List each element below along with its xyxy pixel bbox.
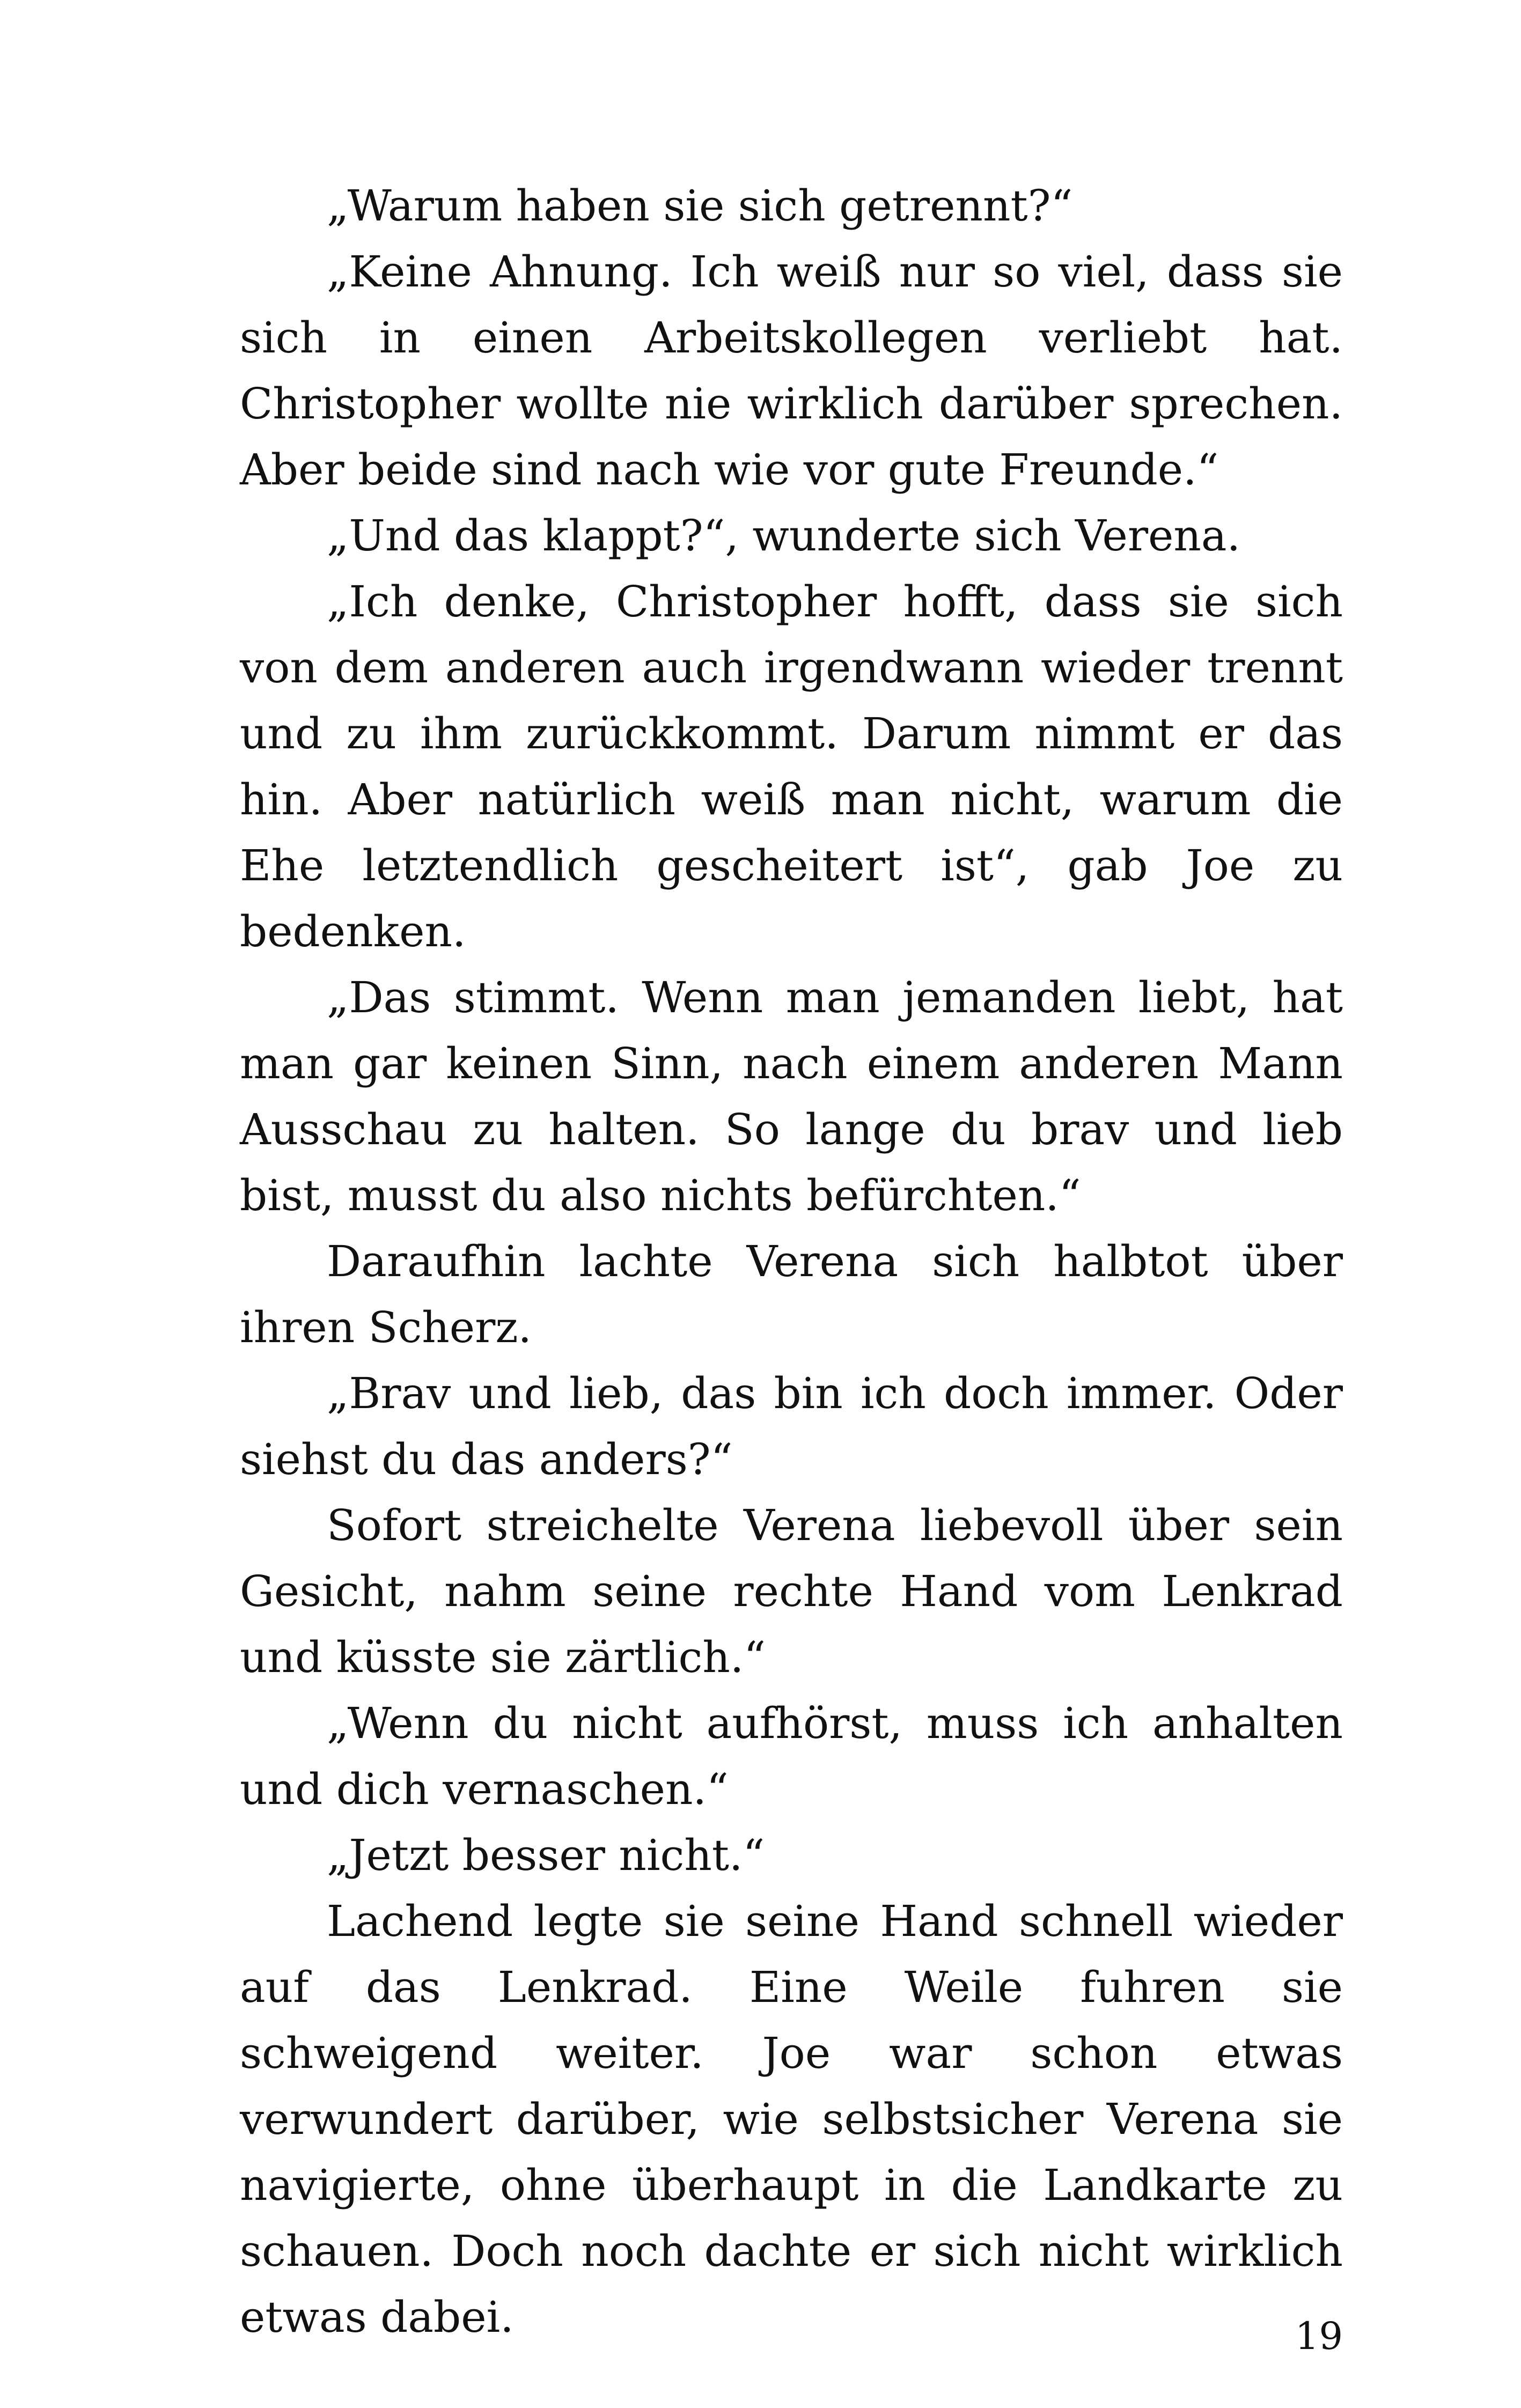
paragraph: „Brav und lieb, das bin ich doch immer. Oder siehst du das anders?“: [240, 1368, 1343, 1484]
paragraph: „Ich denke, Christopher hofft, dass sie sich von dem anderen auch irgendwann wieder trennt und zu ihm zurückkommt. Darum nimmt er das hin. Aber natürlich weiß man nicht, warum die Ehe letztendlich gescheitert ist“, gab Joe zu bedenken.: [240, 577, 1343, 956]
page-number: 19: [1295, 2314, 1343, 2358]
paragraph: Daraufhin lachte Verena sich halbtot über ihren Scherz.: [240, 1236, 1343, 1352]
paragraph: Lachend legte sie seine Hand schnell wieder auf das Lenkrad. Eine Weile fuhren sie schweigend weiter. Joe war schon etwas verwundert darüber, wie selbstsicher Verena sie navigierte, ohne überhaupt in die Landkarte zu schauen. Doch noch dachte er sich nicht wirklich etwas dabei.: [240, 1896, 1343, 2342]
paragraph: „Das stimmt. Wenn man jemanden liebt, hat man gar keinen Sinn, nach einem anderen Mann Ausschau zu halten. So lange du brav und lieb bist, musst du also nichts befürchten.“: [240, 973, 1343, 1220]
paragraph: „Und das klappt?“, wunderte sich Verena.: [327, 511, 1241, 561]
paragraph: „Wenn du nicht aufhörst, muss ich anhalten und dich vernaschen.“: [240, 1698, 1343, 1814]
paragraph: Sofort streichelte Verena liebevoll über sein Gesicht, nahm seine rechte Hand vom Lenkrad und küsste sie zärtlich.“: [240, 1500, 1343, 1682]
page-text-body: [240, 173, 1343, 2350]
paragraph: „Keine Ahnung. Ich weiß nur so viel, dass sie sich in einen Arbeitskollegen verliebt hat. Christopher wollte nie wirklich darüber sprechen. Aber beide sind nach wie vor gute Freunde.“: [240, 247, 1343, 495]
paragraph: „Jetzt besser nicht.“: [327, 1830, 765, 1880]
paragraph: „Warum haben sie sich getrennt?“: [327, 181, 1073, 231]
